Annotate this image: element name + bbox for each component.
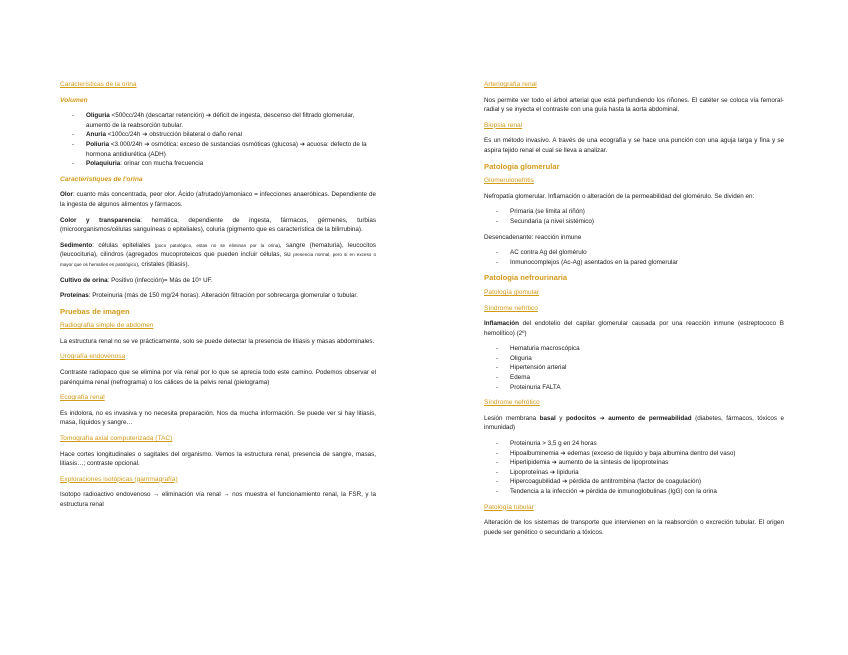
heading-radiografia: Radiografía simple de abdomen bbox=[60, 322, 154, 330]
paragraph-arteriografia: Nos permite ver todo el árbol arterial que está perfundiendo los riñones. El catéter se coloca vía femoral-radial y se inyecta el contraste con una guía hasta la aorta abdominal. bbox=[484, 96, 784, 114]
list-item: - Secundaria (a nivel sistémico) bbox=[510, 217, 784, 227]
list-item: - Primaria (se limita al riñón) bbox=[510, 207, 784, 217]
paragraph-tac: Hace cortes longitudinales o sagitales del organismo. Vemos la estructura renal, presencia de sangre, masas, litiasis…; contraste opcional. bbox=[60, 450, 376, 468]
heading-volumen: Volumen bbox=[60, 96, 88, 104]
heading-arteriografia: Arteriografía renal bbox=[484, 81, 537, 88]
paragraph-radiografia: La estructura renal no se ve prácticamente, solo se puede detectar la presencia de litiasis y masas abdominales. bbox=[60, 337, 375, 345]
list-item: - Oliguria bbox=[510, 354, 784, 364]
nefrotico-list bbox=[484, 439, 784, 497]
heading-patologia-tubular: Patología tubular bbox=[484, 503, 534, 511]
list-item: - Hematuria macroscópica bbox=[510, 344, 784, 354]
volumen-list bbox=[60, 111, 376, 169]
paragraph-nefritico: Inflamación del endotelio del capilar glomerular causada por una reacción inmune (estreptococo B hemolítico) (2º) bbox=[484, 320, 784, 337]
heading-patologia-glomular: Patología glomular bbox=[484, 288, 539, 296]
paragraph-urografia: Contraste radiopaco que se elimina por vía renal por lo que se aprecia todo este camino. Podemos observar el parénquima renal (nefrograma) o los cálices de la pelvis renal (pielograma) bbox=[60, 369, 376, 386]
nefritico-list bbox=[484, 344, 784, 392]
list-item: - AC contra Ag del glomérulo bbox=[510, 248, 784, 258]
list-item: - Lipoproteínas ➔ lipiduria bbox=[510, 468, 784, 478]
paragraph-ecografia: Es indolora, no es invasiva y no necesita preparación. Nos da mucha información. Se puede ver si hay litiasis, masa, líquidos y sangre… bbox=[60, 409, 376, 427]
paragraph-glomerulonefritis: Nefropatía glomerular. Inflamación o alteración de la permeabilidad del glomérulo. Se dividen en: bbox=[484, 192, 755, 200]
heading-isotopicas: Exploraciones isotópicas (gammagrafía) bbox=[60, 475, 178, 483]
list-item: - Polaquiuria: orinar con mucha frecuencia bbox=[86, 159, 376, 169]
list-item: - Hiperlipidemia ➔ aumento de la síntesis de lipoproteínas bbox=[510, 458, 784, 468]
left-column bbox=[60, 80, 376, 516]
heading-sindrome-nefritico: Síndrome nefrítico bbox=[484, 304, 538, 312]
glomerulonefritis-list bbox=[484, 207, 784, 226]
list-item: - Hipercoagubilidad ➔ pérdida de antitrombina (factor de coagulación) bbox=[510, 477, 784, 487]
section-title-caracteristicas: Características de la orina bbox=[60, 81, 137, 88]
list-item: - Anuria <100cc/24h ➔ obstrucción bilateral o daño renal bbox=[86, 130, 376, 140]
list-item: - Hipoalbuminemia ➔ edemas (exceso de líquido y baja albumina dentro del vaso) bbox=[510, 449, 784, 459]
desencadenante-list bbox=[484, 248, 784, 267]
paragraph-olor: Olor: cuanto más concentrada, peor olor. Ácido (afrutado)/amoniaco = infecciones anaeróbicas. Dependiente de la ingesta de algunos alimentos y fármacos. bbox=[60, 191, 376, 208]
list-item: - Oliguria <500cc/24h (descartar retención) ➔ déficit de ingesta, descenso del filtrado glomerular, aumento de la reabsorción tubular. bbox=[86, 111, 376, 130]
heading-patologia-glomerular: Patologia glomerular bbox=[484, 161, 560, 171]
heading-biopsia: Biopsia renal bbox=[484, 121, 523, 129]
heading-glomerulonefritis: Glomerulonefritis bbox=[484, 177, 534, 185]
heading-patologia-nefrourinaria: Patologia nefrourinaria bbox=[484, 273, 568, 283]
heading-tac: Tomografía axial computerizada (TAC) bbox=[60, 435, 173, 443]
list-item: - Proteinuria > 3,5 g en 24 horas bbox=[510, 439, 784, 449]
paragraph-nefrotico: Lesión membrana basal y podocitos ➔ aumento de permeabilidad (diabetes, fármacos, tóxicos e inmunidad) bbox=[484, 414, 784, 432]
paragraph-proteinas: Proteínas: Proteinuria (más de 150 mg/24 horas). Alteración filtración por sobrecarga glomerular o tubular. bbox=[60, 292, 358, 300]
list-item: - Poliuria <3.000/24h ➔ osmótica: exceso de sustancias osmóticas (glucosa) ➔ acuosa: defecto de la hormona antidiurética (ADH) bbox=[86, 140, 376, 159]
list-item: - Hipertensión arterial bbox=[510, 363, 784, 373]
heading-pruebas-imagen: Pruebas de imagen bbox=[60, 306, 130, 316]
heading-urografia: Urografía endovenosa bbox=[60, 353, 126, 361]
list-item: - Tendencia a la infección ➔ pérdida de inmunoglobulinas (IgG) con la orina bbox=[510, 487, 784, 497]
list-item: - Proteinuria FALTA bbox=[510, 383, 784, 393]
paragraph-biopsia: Es un método invasivo. A través de una ecografía y se hace una punción con una aguja larga y fina y se aspira tejido renal el cual se lleva a analizar. bbox=[484, 137, 784, 154]
paragraph-tubular: Alteración de los sistemas de transporte que intervienen en la reabsorción o excreción tubular. El origen puede ser genético o secundario a tóxicos. bbox=[484, 519, 784, 536]
paragraph-sedimento: Sedimento: células epiteliales (poco patológico, estas no se eliminan por la orina), sangre (hematuria), leucocitos (leucocituria), cilindros (agregados mucoproteicos que pueden incluir células, su presencia normal, pero si en exceso o mayor que os hematíes es patológico), cristales (litiasis). bbox=[60, 241, 377, 268]
heading-caracteristiques: Caractéristiques de l'orina bbox=[60, 175, 143, 183]
paragraph-color: Color y transparencia: hemática, dependiente de ingesta, fármacos, gérmenes, turbias (microorganismos/células sanguíneas o epiteliales), coluria (pigmento que es característica de la bilirrubina). bbox=[60, 216, 376, 234]
paragraph-desencadenante: Desencadenante: reacción inmune bbox=[484, 233, 582, 241]
heading-ecografia: Ecografía renal bbox=[60, 394, 105, 402]
list-item: - Inmunocomplejos (Ac-Ag) asentados en la pared glomerular bbox=[510, 258, 784, 268]
heading-sindrome-nefrotico: Síndrome nefrótico bbox=[484, 399, 540, 407]
list-item: - Edema bbox=[510, 373, 784, 383]
paragraph-cultivo: Cultivo de orina: Positivo (infección)= Más de 10⁵ UF. bbox=[60, 276, 213, 284]
right-column bbox=[484, 80, 784, 543]
paragraph-isotopicas: Isotopo radioactivo endovenoso → eliminación vía renal → nos muestra el funcionamiento renal, la FSR, y la estructura renal bbox=[60, 491, 376, 508]
